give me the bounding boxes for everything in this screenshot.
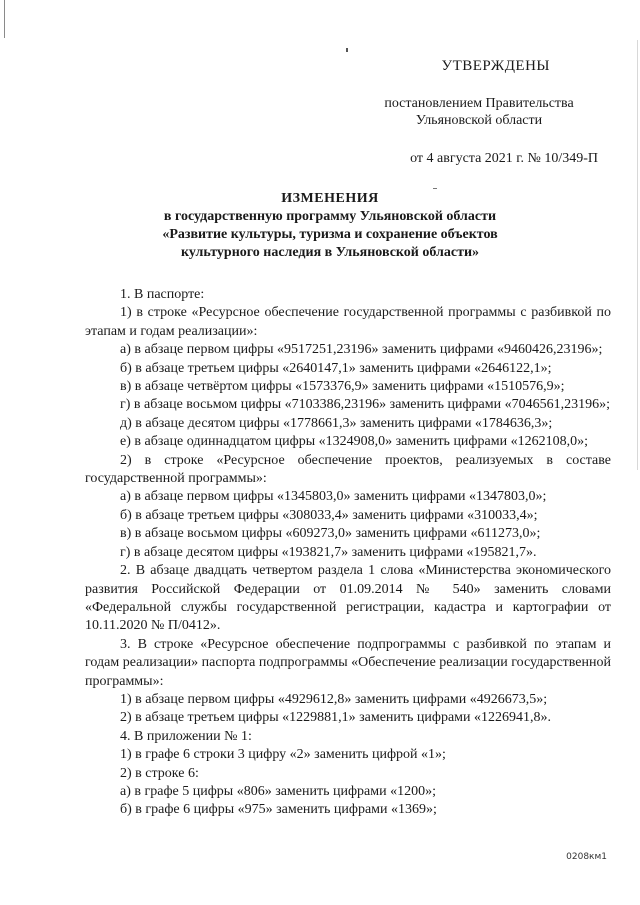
paragraph: а) в абзаце первом цифры «9517251,23196» заменить цифрами «9460426,23196»; xyxy=(120,342,603,358)
paragraph: 1. В паспорте: xyxy=(120,287,205,302)
paragraph: в) в абзаце четвёртом цифры «1573376,9» заменить цифрами «1510576,9»; xyxy=(120,379,565,395)
paragraph: 1) в графе 6 строки 3 цифру «2» заменить цифрой «1»; xyxy=(120,747,446,763)
paragraph: а) в абзаце первом цифры «1345803,0» заменить цифрами «1347803,0»; xyxy=(120,489,547,505)
approval-title: УТВЕРЖДЕНЫ xyxy=(441,58,550,74)
paragraph: г) в абзаце восьмом цифры «7103386,23196» заменить цифрами «7046561,23196»; xyxy=(120,397,610,413)
scan-speck xyxy=(433,188,437,189)
paragraph: 1) в строке «Ресурсное обеспечение государственной программы с разбивкой по этапам и годам реализации»: xyxy=(85,305,611,339)
approval-date: от 4 августа 2021 г. № 10/349-П xyxy=(410,151,598,166)
paragraph: а) в графе 5 цифры «806» заменить цифрами «1200»; xyxy=(120,783,437,799)
paragraph: 4. В приложении № 1: xyxy=(120,728,252,744)
paragraph: 2) в строке «Ресурсное обеспечение проектов, реализуемых в составе государственной программы»: xyxy=(85,452,611,487)
document-heading xyxy=(120,190,540,262)
approval-line: постановлением Правительства xyxy=(384,96,574,111)
paragraph: д) в абзаце десятом цифры «1778661,3» заменить цифрами «1784636,3»; xyxy=(120,415,553,431)
paragraph: г) в абзаце десятом цифры «193821,7» заменить цифрами «195821,7». xyxy=(120,544,537,560)
document-code-stamp: 0208км1 xyxy=(566,852,607,862)
heading-line: в государственную программу Ульяновской области xyxy=(163,209,497,224)
approval-block xyxy=(352,58,612,167)
heading-line: «Развитие культуры, туризма и сохранение объектов xyxy=(162,227,498,242)
paragraph: е) в абзаце одиннадцатом цифры «1324908,0» заменить цифрами «1262108,0»; xyxy=(120,434,588,450)
paragraph: 2. В абзаце двадцать четвертом раздела 1 слова «Министерства экономического развития Российской Федерации от 01.09.2014 № 540» заменить словами «Федеральной службы государственной регистрации, кадастра и картографии от 10.11.2020 № П/0412». xyxy=(85,563,611,634)
paragraph: б) в графе 6 цифры «975» заменить цифрами «1369»; xyxy=(120,802,437,818)
paragraph: 1) в абзаце первом цифры «4929612,8» заменить цифрами «4926673,5»; xyxy=(120,691,548,707)
scan-speck xyxy=(346,48,348,52)
paragraph: б) в абзаце третьем цифры «308033,4» заменить цифрами «310033,4»; xyxy=(120,507,538,523)
paragraph: в) в абзаце восьмом цифры «609273,0» заменить цифрами «611273,0»; xyxy=(120,526,541,542)
paragraph: 2) в строке 6: xyxy=(120,765,199,781)
approval-line: Ульяновской области xyxy=(415,113,543,128)
paragraph: 3. В строке «Ресурсное обеспечение подпрограммы с разбивкой по этапам и годам реализации» паспорта подпрограммы «Обеспечение реализации государственной программы»: xyxy=(85,636,611,689)
paragraph: 2) в абзаце третьем цифры «1229881,1» заменить цифрами «1226941,8». xyxy=(120,710,552,726)
scan-edge-mark xyxy=(4,0,5,38)
heading-title: ИЗМЕНЕНИЯ xyxy=(281,191,379,206)
scan-edge-mark xyxy=(637,40,638,470)
document-body xyxy=(85,286,611,820)
paragraph: б) в абзаце третьем цифры «2640147,1» заменить цифрами «2646122,1»; xyxy=(120,360,552,376)
heading-line: культурного наследия в Ульяновской области» xyxy=(180,245,480,260)
